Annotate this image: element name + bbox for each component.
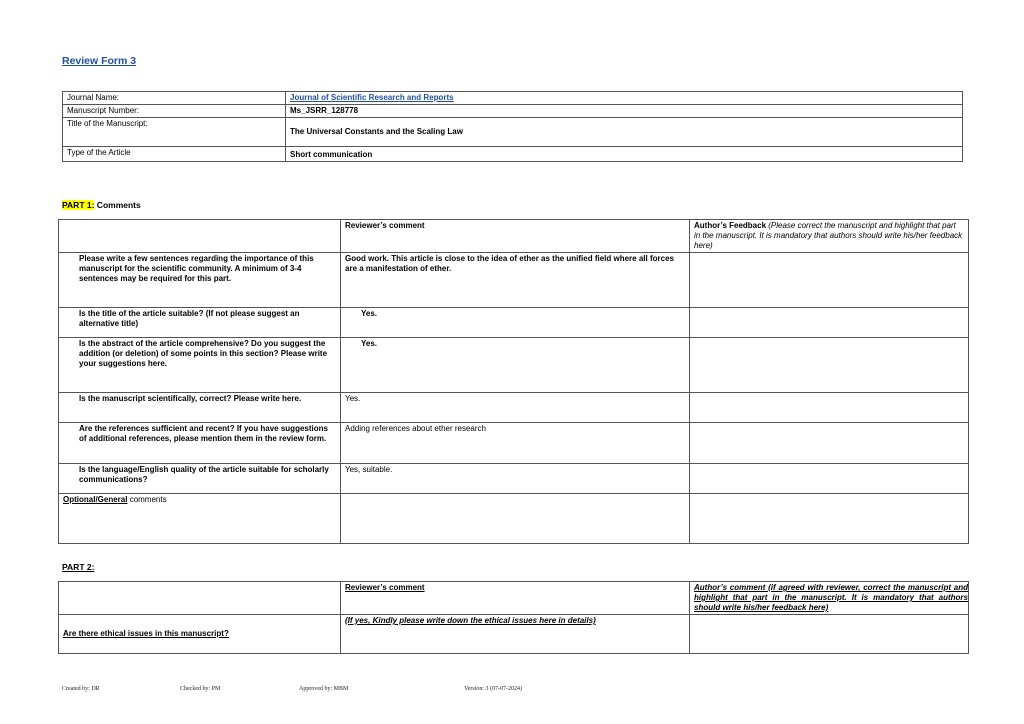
table-row	[59, 308, 969, 338]
question-scientific: Is the manuscript scientifically, correct? Please write here.	[59, 393, 341, 423]
manuscript-info-table	[62, 91, 963, 162]
ethics-question: Are there ethical issues in this manuscript?	[59, 615, 341, 654]
part1-heading-label: PART 1:	[62, 200, 95, 210]
table-row	[59, 393, 969, 423]
question-title: Is the title of the article suitable? (If not please suggest an alternative title)	[59, 308, 341, 338]
table-row	[59, 615, 969, 654]
part2-ethics-table	[58, 581, 969, 654]
comment-importance[interactable]: Good work. This article is close to the idea of ether as the unified field where all forces are a manifestation of ether.	[341, 253, 690, 308]
comment-references[interactable]: Adding references about ether research	[341, 423, 690, 464]
footer-checked-by: Checked by: PM	[180, 686, 221, 692]
question-references: Are the references sufficient and recent? If you have suggestions of additional references, please mention them in the review form.	[59, 423, 341, 464]
comment-abstract[interactable]: Yes.	[341, 338, 690, 393]
part2-heading: PART 2:	[62, 562, 95, 572]
footer-version: Version: 3 (07-07-2024)	[464, 686, 522, 692]
part1-heading-rest: Comments	[94, 200, 141, 210]
feedback-cell[interactable]	[690, 338, 969, 393]
table-row	[59, 494, 969, 544]
comment-title[interactable]: Yes.	[341, 308, 690, 338]
table-row	[59, 253, 969, 308]
form-title: Review Form 3	[62, 55, 137, 67]
part1-heading	[62, 200, 141, 210]
part2-author-header: Author’s comment (if agreed with reviewer, correct the manuscript and highlight that part in the manuscript. It is mandatory that authors should write his/her feedback here)	[690, 582, 969, 615]
author-feedback-note: (Please correct the manuscript and highlight that part in the manuscript. It is mandatory that authors should write his/her feedback here)	[694, 221, 963, 250]
journal-name-link[interactable]: Journal of Scientific Research and Reports	[290, 93, 454, 102]
feedback-cell[interactable]	[690, 464, 969, 494]
feedback-cell[interactable]	[690, 423, 969, 464]
header-empty-cell	[59, 582, 341, 615]
question-importance: Please write a few sentences regarding the importance of this manuscript for the scientific community. A minimum of 3-4 sentences may be required for this part.	[59, 253, 341, 308]
table-row	[59, 338, 969, 393]
table-row	[59, 423, 969, 464]
part2-header-row	[59, 582, 969, 615]
part2-reviewer-header: Reviewer’s comment	[341, 582, 690, 615]
info-row-title	[63, 118, 963, 147]
optional-comments-cell[interactable]	[341, 494, 690, 544]
author-feedback-header	[690, 220, 969, 253]
info-row-journal	[63, 92, 963, 105]
manuscript-title-value: The Universal Constants and the Scaling Law	[286, 118, 963, 147]
manuscript-title-label: Title of the Manuscript:	[63, 118, 286, 147]
feedback-cell[interactable]	[690, 308, 969, 338]
footer-created-by: Created by: DR	[62, 686, 100, 692]
article-type-label: Type of the Article	[63, 147, 286, 162]
header-empty-cell	[59, 220, 341, 253]
optional-general-label: Optional/General	[63, 495, 128, 504]
optional-comments-rest: comments	[127, 495, 167, 504]
author-comment-cell[interactable]	[690, 615, 969, 654]
comment-scientific[interactable]: Yes.	[341, 393, 690, 423]
feedback-cell[interactable]	[690, 253, 969, 308]
article-type-value: Short communication	[286, 147, 963, 162]
manuscript-number-label: Manuscript Number:	[63, 105, 286, 118]
author-feedback-title: Author’s Feedback	[694, 221, 767, 230]
table-row	[59, 464, 969, 494]
journal-name-label: Journal Name:	[63, 92, 286, 105]
info-row-article-type	[63, 147, 963, 162]
info-row-manuscript-number	[63, 105, 963, 118]
part1-header-row	[59, 220, 969, 253]
comment-language[interactable]: Yes, suitable.	[341, 464, 690, 494]
part1-comments-table	[58, 219, 969, 544]
feedback-cell[interactable]	[690, 393, 969, 423]
reviewer-comment-header: Reviewer’s comment	[341, 220, 690, 253]
optional-comments-label	[59, 494, 341, 544]
footer-approved-by: Approved by: MBM	[299, 686, 349, 692]
journal-name-value	[286, 92, 963, 105]
ethics-comment[interactable]: (If yes, Kindly please write down the ethical issues here in details)	[341, 615, 690, 654]
feedback-cell[interactable]	[690, 494, 969, 544]
question-abstract: Is the abstract of the article comprehensive? Do you suggest the addition (or deletion) of some points in this section? Please write your suggestions here.	[59, 338, 341, 393]
manuscript-number-value: Ms_JSRR_128778	[286, 105, 963, 118]
question-language: Is the language/English quality of the article suitable for scholarly communications?	[59, 464, 341, 494]
